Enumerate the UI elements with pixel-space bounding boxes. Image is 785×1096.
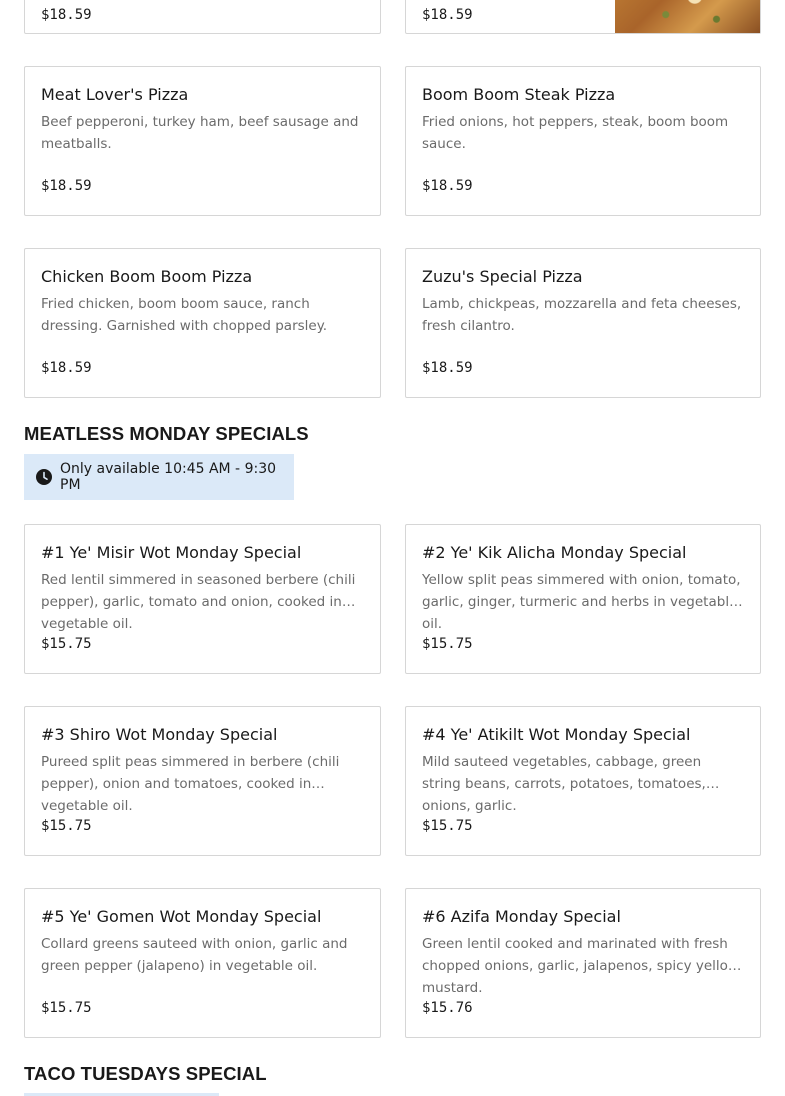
availability-text: Only available 10:45 AM - 9:30 PM bbox=[60, 461, 277, 493]
menu-item-card[interactable] bbox=[405, 888, 761, 1038]
menu-item-price: $15.75 bbox=[41, 1000, 92, 1016]
menu-item-card[interactable] bbox=[405, 248, 761, 398]
menu-item-price: $18.59 bbox=[422, 7, 473, 23]
menu-item-card[interactable] bbox=[24, 524, 381, 674]
menu-item-description: Fried chicken, boom boom sauce, ranch dressing. Garnished with chopped parsley. bbox=[41, 296, 328, 334]
menu-item-price: $15.75 bbox=[41, 818, 92, 834]
menu-item-description: Lamb, chickpeas, mozzarella and feta cheeses, fresh cilantro. bbox=[422, 296, 742, 334]
menu-item-name: #3 Shiro Wot Monday Special bbox=[41, 725, 278, 744]
menu-item-name: #6 Azifa Monday Special bbox=[422, 907, 621, 926]
section-title: MEATLESS MONDAY SPECIALS bbox=[24, 423, 309, 444]
menu-item-description: Yellow split peas simmered with onion, tomato, garlic, ginger, turmeric and herbs in vegetable oil. bbox=[422, 572, 741, 632]
menu-item-name: #2 Ye' Kik Alicha Monday Special bbox=[422, 543, 687, 562]
availability-badge bbox=[24, 454, 294, 500]
menu-item-description: Mild sauteed vegetables, cabbage, green string beans, carrots, potatoes, tomatoes, onions, garlic. bbox=[422, 754, 706, 814]
menu-item-name: Zuzu's Special Pizza bbox=[422, 267, 583, 286]
section-title: TACO TUESDAYS SPECIAL bbox=[24, 1063, 267, 1084]
menu-item-name: Meat Lover's Pizza bbox=[41, 85, 189, 104]
menu-item-description: Pureed split peas simmered in berbere (chili pepper), onion and tomatoes, cooked in vegetable oil. bbox=[41, 754, 340, 814]
pizza-photo bbox=[615, 0, 760, 33]
menu-item-card[interactable] bbox=[405, 524, 761, 674]
menu-item-card[interactable] bbox=[24, 706, 381, 856]
menu-item-price: $15.75 bbox=[422, 818, 473, 834]
menu-item-price: $18.59 bbox=[41, 7, 92, 23]
menu-item-card[interactable] bbox=[405, 0, 761, 34]
menu-item-card[interactable] bbox=[405, 66, 761, 216]
menu-item-price: $15.75 bbox=[41, 636, 92, 652]
menu-item-price: $18.59 bbox=[422, 360, 473, 376]
clock-icon bbox=[36, 469, 52, 485]
menu-item-name: #5 Ye' Gomen Wot Monday Special bbox=[41, 907, 322, 926]
menu-item-price: $18.59 bbox=[422, 178, 473, 194]
menu-item-name: Boom Boom Steak Pizza bbox=[422, 85, 616, 104]
menu-item-description: Green lentil cooked and marinated with fresh chopped onions, garlic, jalapenos, spicy yellow mustard. bbox=[422, 936, 739, 996]
menu-item-description: Beef pepperoni, turkey ham, beef sausage and meatballs. bbox=[41, 114, 359, 152]
menu-item-description: Fried onions, hot peppers, steak, boom boom sauce. bbox=[422, 114, 729, 152]
menu-item-price: $18.59 bbox=[41, 360, 92, 376]
menu-item-price: $15.75 bbox=[422, 636, 473, 652]
menu-item-price: $18.59 bbox=[41, 178, 92, 194]
menu-item-description: Collard greens sauteed with onion, garlic and green pepper (jalapeno) in vegetable oil. bbox=[41, 936, 348, 974]
menu-item-card[interactable] bbox=[24, 248, 381, 398]
menu-item-name: #4 Ye' Atikilt Wot Monday Special bbox=[422, 725, 691, 744]
menu-item-name: Chicken Boom Boom Pizza bbox=[41, 267, 253, 286]
menu-item-card[interactable] bbox=[405, 706, 761, 856]
menu-item-price: $15.76 bbox=[422, 1000, 473, 1016]
menu-item-description: Red lentil simmered in seasoned berbere (chili pepper), garlic, tomato and onion, cooked in vegetable oil. bbox=[41, 572, 356, 632]
menu-item-card[interactable] bbox=[24, 888, 381, 1038]
menu-item-card[interactable] bbox=[24, 66, 381, 216]
menu-item-name: #1 Ye' Misir Wot Monday Special bbox=[41, 543, 302, 562]
menu-item-card[interactable] bbox=[24, 0, 381, 34]
